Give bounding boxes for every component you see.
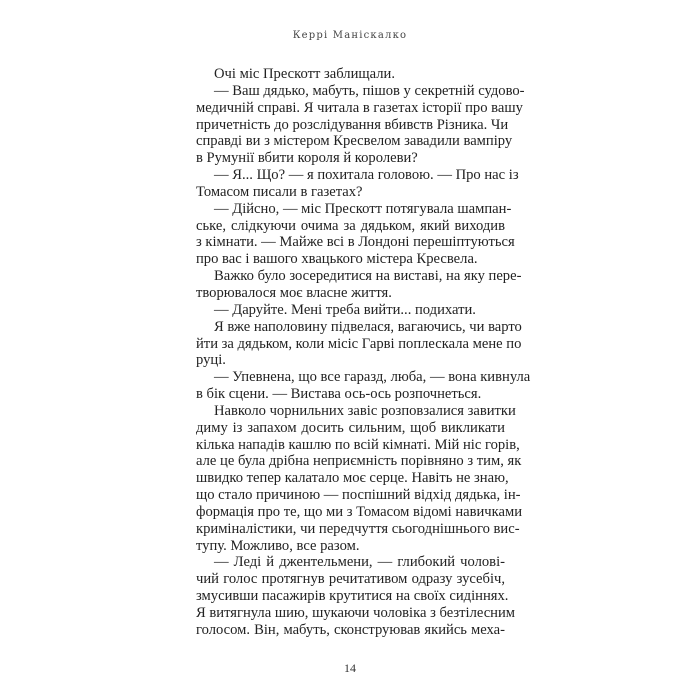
- text-line: справді ви з містером Кресвелом завадили вампіру: [196, 133, 513, 150]
- text-line: — Я... Що? — я похитала головою. — Про нас із: [214, 167, 519, 184]
- text-line: в бік сцени. — Вистава ось-ось розпочнеться.: [196, 386, 482, 403]
- page-number: 14: [344, 661, 356, 675]
- text-line: що стало причиною — поспішний відхід дядька, ін-: [196, 487, 521, 504]
- text-line: формація про те, що ми з Томасом відомі навичками: [196, 503, 523, 520]
- text-line: — Дійсно, — міс Прескотт потягувала шампан-: [214, 200, 512, 217]
- text-line: творювалося моє власне життя.: [196, 284, 392, 301]
- text-line: Очі міс Прескотт заблищали.: [214, 66, 395, 82]
- text-line: причетність до розслідування вбивств Різника. Чи: [196, 116, 509, 133]
- body-text: [196, 66, 531, 639]
- text-line: голосом. Він, мабуть, сконструював якийсь меха-: [196, 621, 505, 638]
- text-line: — Даруйте. Мені треба вийти... подихати.: [214, 301, 476, 318]
- text-line: кілька нападів кашлю по всій кімнаті. Мій ніс горів,: [196, 436, 520, 453]
- text-line: Я вже наполовину підвелася, вагаючись, чи варто: [214, 318, 522, 335]
- text-line: криміналістики, чи передчуття сьогоднішнього вис-: [196, 520, 520, 537]
- text-line: йти за дядьком, коли місіс Гарві поплескала мене по: [196, 335, 522, 352]
- text-line: — Ваш дядько, мабуть, пішов у секретній судово-: [214, 82, 525, 99]
- text-line: Я витягнула шию, шукаючи чоловіка з безтілесним: [196, 605, 516, 621]
- text-line: в Румунії вбити короля й королеви?: [196, 150, 418, 167]
- text-line: ське, слідкуючи очима за дядьком, який виходив: [196, 217, 505, 234]
- text-line: змусивши пасажирів крутитися на своїх сидіннях.: [196, 588, 509, 605]
- text-line: тупу. Можливо, все разом.: [196, 537, 360, 554]
- running-head: Керрі Маніскалко: [292, 30, 408, 41]
- text-line: — Леді й джентельмени, — глибокий чолові-: [214, 554, 505, 571]
- text-line: Навколо чорнильних завіс розповзалися завитки: [214, 402, 516, 419]
- text-line: руці.: [196, 352, 226, 369]
- text-line: про вас і вашого хвацького містера Кресвела.: [196, 251, 478, 268]
- text-line: Томасом писали в газетах?: [196, 183, 363, 200]
- text-line: але це була дрібна неприємність порівняно з тим, як: [196, 453, 522, 470]
- text-line: — Упевнена, що все гаразд, люба, — вона кивнула: [214, 369, 531, 386]
- text-line: диму із запахом досить сильним, щоб викликати: [196, 419, 505, 436]
- text-line: Важко було зосередитися на виставі, на яку пере-: [214, 268, 522, 285]
- text-line: з кімнати. — Майже всі в Лондоні перешіптуються: [196, 234, 515, 251]
- text-line: швидко тепер калатало моє серце. Навіть не знаю,: [196, 470, 509, 487]
- text-line: медичній справі. Я читала в газетах історії про вашу: [196, 99, 523, 116]
- text-line: чий голос протягнув речитативом одразу зусебіч,: [196, 571, 505, 588]
